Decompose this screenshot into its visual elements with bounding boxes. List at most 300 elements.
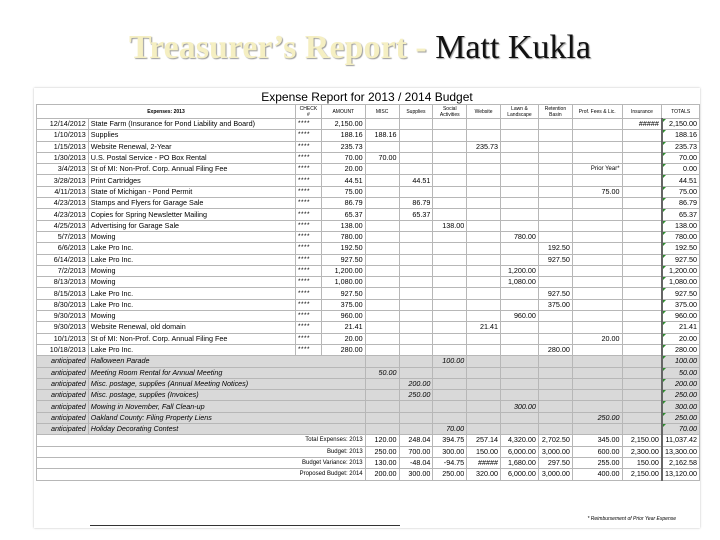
row-ins [622, 288, 662, 299]
row-amount: 86.79 [321, 198, 365, 209]
summary-label: Proposed Budget: 2014 [37, 469, 366, 480]
row-website [467, 254, 501, 265]
row-amount: 375.00 [321, 299, 365, 310]
row-description: Lake Pro Inc. [88, 254, 295, 265]
table-row [37, 311, 700, 322]
row-date: 9/30/2013 [37, 311, 89, 322]
row-social [433, 243, 467, 254]
row-total: 0.00 [662, 164, 700, 175]
slide-title [0, 28, 720, 68]
row-ins [622, 344, 662, 355]
row-description: Halloween Parade [88, 356, 365, 367]
column-header: Social Activities [433, 105, 467, 119]
summary-basin: 3,000.00 [538, 446, 572, 457]
divider [90, 525, 400, 526]
row-basin [538, 322, 572, 333]
row-website [467, 356, 501, 367]
row-ins [622, 277, 662, 288]
row-amount: 65.37 [321, 209, 365, 220]
footnote: * Reimbursement of Prior Year Expense [587, 516, 676, 522]
row-supplies [399, 311, 433, 322]
row-prof [572, 344, 622, 355]
row-supplies [399, 344, 433, 355]
row-description: U.S. Postal Service - PO Box Rental [88, 152, 295, 163]
row-ins [622, 254, 662, 265]
row-basin [538, 412, 572, 423]
row-total: 280.00 [662, 344, 700, 355]
row-description: St of MI: Non-Prof. Corp. Annual Filing Fee [88, 164, 295, 175]
table-row [37, 277, 700, 288]
row-check-number: **** [295, 311, 321, 322]
row-total: 960.00 [662, 311, 700, 322]
row-description: Mowing in November, Fall Clean-up [88, 401, 365, 412]
row-date: 1/15/2013 [37, 141, 89, 152]
table-row [37, 152, 700, 163]
row-ins [622, 378, 662, 389]
row-website [467, 412, 501, 423]
row-social [433, 141, 467, 152]
summary-lawn: 1,680.00 [501, 457, 539, 468]
row-amount: 927.50 [321, 288, 365, 299]
anticipated-row [37, 378, 700, 389]
row-website [467, 311, 501, 322]
row-misc: 188.16 [365, 130, 399, 141]
row-website [467, 344, 501, 355]
row-basin [538, 356, 572, 367]
row-misc: 50.00 [365, 367, 399, 378]
row-total: 250.00 [662, 412, 700, 423]
row-date: anticipated [37, 378, 89, 389]
row-basin: 192.50 [538, 243, 572, 254]
row-total: 70.00 [662, 424, 700, 435]
row-prof [572, 356, 622, 367]
summary-misc: 200.00 [365, 469, 399, 480]
row-prof [572, 243, 622, 254]
row-description: Lake Pro Inc. [88, 243, 295, 254]
row-social [433, 277, 467, 288]
row-date: 6/6/2013 [37, 243, 89, 254]
row-basin [538, 277, 572, 288]
column-header: TOTALS [662, 105, 700, 119]
row-website [467, 367, 501, 378]
anticipated-row [37, 367, 700, 378]
row-basin [538, 424, 572, 435]
row-misc [365, 119, 399, 130]
table-row [37, 344, 700, 355]
row-description: Mowing [88, 265, 295, 276]
row-lawn [501, 424, 539, 435]
row-website [467, 119, 501, 130]
row-amount: 138.00 [321, 220, 365, 231]
row-social [433, 322, 467, 333]
row-check-number: **** [295, 333, 321, 344]
summary-ins: 150.00 [622, 457, 662, 468]
row-lawn [501, 243, 539, 254]
row-website [467, 164, 501, 175]
header-row [37, 105, 700, 119]
row-date: 9/30/2013 [37, 322, 89, 333]
row-supplies [399, 333, 433, 344]
row-description: Advertising for Garage Sale [88, 220, 295, 231]
row-lawn [501, 198, 539, 209]
table-row [37, 243, 700, 254]
row-website [467, 378, 501, 389]
row-amount: 1,200.00 [321, 265, 365, 276]
row-basin: 927.50 [538, 254, 572, 265]
row-website [467, 390, 501, 401]
row-prof [572, 299, 622, 310]
summary-label: Budget: 2013 [37, 446, 366, 457]
row-supplies [399, 220, 433, 231]
row-website [467, 299, 501, 310]
row-misc [365, 288, 399, 299]
row-description: Holiday Decorating Contest [88, 424, 365, 435]
row-social [433, 152, 467, 163]
summary-social: 394.75 [433, 435, 467, 446]
row-lawn [501, 299, 539, 310]
row-description: Lake Pro Inc. [88, 288, 295, 299]
row-misc [365, 141, 399, 152]
row-social [433, 164, 467, 175]
row-website [467, 265, 501, 276]
row-basin [538, 333, 572, 344]
row-date: 3/4/2013 [37, 164, 89, 175]
row-amount: 20.00 [321, 164, 365, 175]
row-description: Oakland County: Filing Property Liens [88, 412, 365, 423]
summary-total: 11,037.42 [662, 435, 700, 446]
row-check-number: **** [295, 198, 321, 209]
summary-label: Total Expenses: 2013 [37, 435, 366, 446]
row-supplies [399, 164, 433, 175]
row-prof: 20.00 [572, 333, 622, 344]
row-lawn [501, 390, 539, 401]
row-date: 8/30/2013 [37, 299, 89, 310]
row-check-number: **** [295, 344, 321, 355]
row-basin [538, 231, 572, 242]
row-misc [365, 209, 399, 220]
row-social: 138.00 [433, 220, 467, 231]
anticipated-row [37, 390, 700, 401]
row-ins [622, 333, 662, 344]
row-misc [365, 356, 399, 367]
row-basin [538, 311, 572, 322]
row-lawn [501, 412, 539, 423]
row-supplies [399, 367, 433, 378]
row-basin [538, 401, 572, 412]
row-misc [365, 299, 399, 310]
row-amount: 44.51 [321, 175, 365, 186]
row-prof [572, 390, 622, 401]
row-total: 100.00 [662, 356, 700, 367]
summary-total: 2,162.58 [662, 457, 700, 468]
row-ins: ##### [622, 119, 662, 130]
row-total: 70.00 [662, 152, 700, 163]
row-check-number: **** [295, 119, 321, 130]
row-website [467, 152, 501, 163]
row-website [467, 220, 501, 231]
summary-supplies: -48.04 [399, 457, 433, 468]
row-social [433, 231, 467, 242]
row-prof [572, 254, 622, 265]
row-lawn [501, 220, 539, 231]
anticipated-row [37, 401, 700, 412]
slide-title-name: Matt Kukla [435, 29, 592, 66]
row-basin: 375.00 [538, 299, 572, 310]
row-social [433, 175, 467, 186]
row-total: 200.00 [662, 378, 700, 389]
row-ins [622, 367, 662, 378]
row-check-number: **** [295, 175, 321, 186]
row-amount: 75.00 [321, 186, 365, 197]
row-basin [538, 164, 572, 175]
row-amount: 280.00 [321, 344, 365, 355]
row-description: Print Cartridges [88, 175, 295, 186]
row-ins [622, 243, 662, 254]
row-prof [572, 175, 622, 186]
row-date: 10/1/2013 [37, 333, 89, 344]
row-website [467, 130, 501, 141]
summary-row [37, 435, 700, 446]
row-social [433, 378, 467, 389]
row-date: 4/25/2013 [37, 220, 89, 231]
row-supplies [399, 243, 433, 254]
row-website [467, 288, 501, 299]
row-prof [572, 141, 622, 152]
row-basin [538, 130, 572, 141]
row-lawn [501, 254, 539, 265]
row-ins [622, 198, 662, 209]
anticipated-row [37, 356, 700, 367]
row-total: 192.50 [662, 243, 700, 254]
row-ins [622, 299, 662, 310]
row-date: 8/13/2013 [37, 277, 89, 288]
row-ins [622, 311, 662, 322]
row-lawn [501, 367, 539, 378]
row-basin [538, 367, 572, 378]
row-misc [365, 401, 399, 412]
row-date: 10/18/2013 [37, 344, 89, 355]
row-amount: 70.00 [321, 152, 365, 163]
table-row [37, 231, 700, 242]
row-social [433, 344, 467, 355]
row-social [433, 367, 467, 378]
row-website [467, 333, 501, 344]
expense-table [36, 104, 700, 481]
row-description: Misc. postage, supplies (Invoices) [88, 390, 365, 401]
table-row [37, 130, 700, 141]
row-misc [365, 277, 399, 288]
row-basin [538, 378, 572, 389]
row-description: Meeting Room Rental for Annual Meeting [88, 367, 365, 378]
anticipated-row [37, 412, 700, 423]
slide-title-main: Treasurer’s Report - [128, 29, 427, 66]
row-social [433, 130, 467, 141]
row-lawn: 960.00 [501, 311, 539, 322]
row-ins [622, 175, 662, 186]
row-date: 6/14/2013 [37, 254, 89, 265]
row-total: 1,200.00 [662, 265, 700, 276]
row-ins [622, 424, 662, 435]
row-social [433, 333, 467, 344]
row-total: 65.37 [662, 209, 700, 220]
row-prof [572, 288, 622, 299]
row-check-number: **** [295, 164, 321, 175]
summary-supplies: 248.04 [399, 435, 433, 446]
row-check-number: **** [295, 141, 321, 152]
row-misc [365, 175, 399, 186]
row-total: 44.51 [662, 175, 700, 186]
row-social [433, 265, 467, 276]
row-ins [622, 164, 662, 175]
row-total: 927.50 [662, 288, 700, 299]
summary-basin: 3,000.00 [538, 469, 572, 480]
row-basin [538, 209, 572, 220]
row-prof [572, 265, 622, 276]
row-date: 4/23/2013 [37, 198, 89, 209]
row-total: 20.00 [662, 333, 700, 344]
row-social [433, 186, 467, 197]
row-total: 188.16 [662, 130, 700, 141]
row-ins [622, 152, 662, 163]
row-check-number: **** [295, 152, 321, 163]
row-website [467, 175, 501, 186]
row-lawn: 1,080.00 [501, 277, 539, 288]
row-website [467, 243, 501, 254]
row-lawn [501, 141, 539, 152]
row-date: anticipated [37, 401, 89, 412]
row-check-number: **** [295, 265, 321, 276]
row-basin [538, 119, 572, 130]
row-date: anticipated [37, 412, 89, 423]
row-description: Website Renewal, old domain [88, 322, 295, 333]
row-description: State of Michigan - Pond Permit [88, 186, 295, 197]
row-date: anticipated [37, 424, 89, 435]
row-basin [538, 390, 572, 401]
row-amount: 960.00 [321, 311, 365, 322]
row-ins [622, 209, 662, 220]
table-row [37, 220, 700, 231]
table-row [37, 333, 700, 344]
row-description: Stamps and Flyers for Garage Sale [88, 198, 295, 209]
summary-prof: 600.00 [572, 446, 622, 457]
row-lawn: 300.00 [501, 401, 539, 412]
row-lawn [501, 333, 539, 344]
row-supplies [399, 401, 433, 412]
column-header: Lawn & Landscape [501, 105, 539, 119]
row-lawn [501, 378, 539, 389]
row-website [467, 186, 501, 197]
summary-ins: 2,300.00 [622, 446, 662, 457]
row-check-number: **** [295, 220, 321, 231]
row-social [433, 254, 467, 265]
row-lawn [501, 152, 539, 163]
row-misc [365, 378, 399, 389]
row-prof [572, 277, 622, 288]
row-supplies [399, 356, 433, 367]
summary-misc: 120.00 [365, 435, 399, 446]
row-supplies [399, 265, 433, 276]
summary-lawn: 4,320.00 [501, 435, 539, 446]
summary-misc: 250.00 [365, 446, 399, 457]
row-ins [622, 265, 662, 276]
row-check-number: **** [295, 130, 321, 141]
row-date: anticipated [37, 356, 89, 367]
row-social [433, 401, 467, 412]
summary-website: 257.14 [467, 435, 501, 446]
row-amount: 780.00 [321, 231, 365, 242]
summary-total: 13,120.00 [662, 469, 700, 480]
row-description: Mowing [88, 277, 295, 288]
row-supplies: 200.00 [399, 378, 433, 389]
row-website [467, 209, 501, 220]
row-misc [365, 220, 399, 231]
row-social: 100.00 [433, 356, 467, 367]
summary-social: -94.75 [433, 457, 467, 468]
row-check-number: **** [295, 254, 321, 265]
row-total: 50.00 [662, 367, 700, 378]
row-description: Website Renewal, 2-Year [88, 141, 295, 152]
summary-prof: 255.00 [572, 457, 622, 468]
row-description: Supplies [88, 130, 295, 141]
row-basin [538, 186, 572, 197]
summary-misc: 130.00 [365, 457, 399, 468]
row-lawn [501, 175, 539, 186]
summary-prof: 345.00 [572, 435, 622, 446]
row-prof: 75.00 [572, 186, 622, 197]
row-date: 12/14/2012 [37, 119, 89, 130]
summary-supplies: 300.00 [399, 469, 433, 480]
row-supplies [399, 130, 433, 141]
row-description: St of MI: Non-Prof. Corp. Annual Filing Fee [88, 333, 295, 344]
anticipated-row [37, 424, 700, 435]
row-ins [622, 231, 662, 242]
summary-social: 250.00 [433, 469, 467, 480]
row-check-number: **** [295, 243, 321, 254]
column-header: MISC [365, 105, 399, 119]
expenses-label: Expenses: 2013 [37, 105, 296, 119]
row-website: 21.41 [467, 322, 501, 333]
row-misc [365, 412, 399, 423]
row-misc [365, 424, 399, 435]
row-lawn [501, 356, 539, 367]
row-misc [365, 243, 399, 254]
row-misc [365, 198, 399, 209]
row-amount: 20.00 [321, 333, 365, 344]
row-description: Misc. postage, supplies (Annual Meeting Notices) [88, 378, 365, 389]
row-date: 1/30/2013 [37, 152, 89, 163]
row-lawn: 780.00 [501, 231, 539, 242]
row-basin [538, 141, 572, 152]
row-ins [622, 186, 662, 197]
summary-row [37, 469, 700, 480]
row-social [433, 412, 467, 423]
row-supplies [399, 277, 433, 288]
table-row [37, 175, 700, 186]
row-total: 927.50 [662, 254, 700, 265]
row-total: 375.00 [662, 299, 700, 310]
table-row [37, 141, 700, 152]
table-row [37, 322, 700, 333]
row-supplies [399, 141, 433, 152]
row-ins [622, 130, 662, 141]
row-check-number: **** [295, 322, 321, 333]
column-header: AMOUNT [321, 105, 365, 119]
column-header: Insurance [622, 105, 662, 119]
column-header: Website [467, 105, 501, 119]
row-misc [365, 186, 399, 197]
row-lawn [501, 322, 539, 333]
row-social [433, 209, 467, 220]
